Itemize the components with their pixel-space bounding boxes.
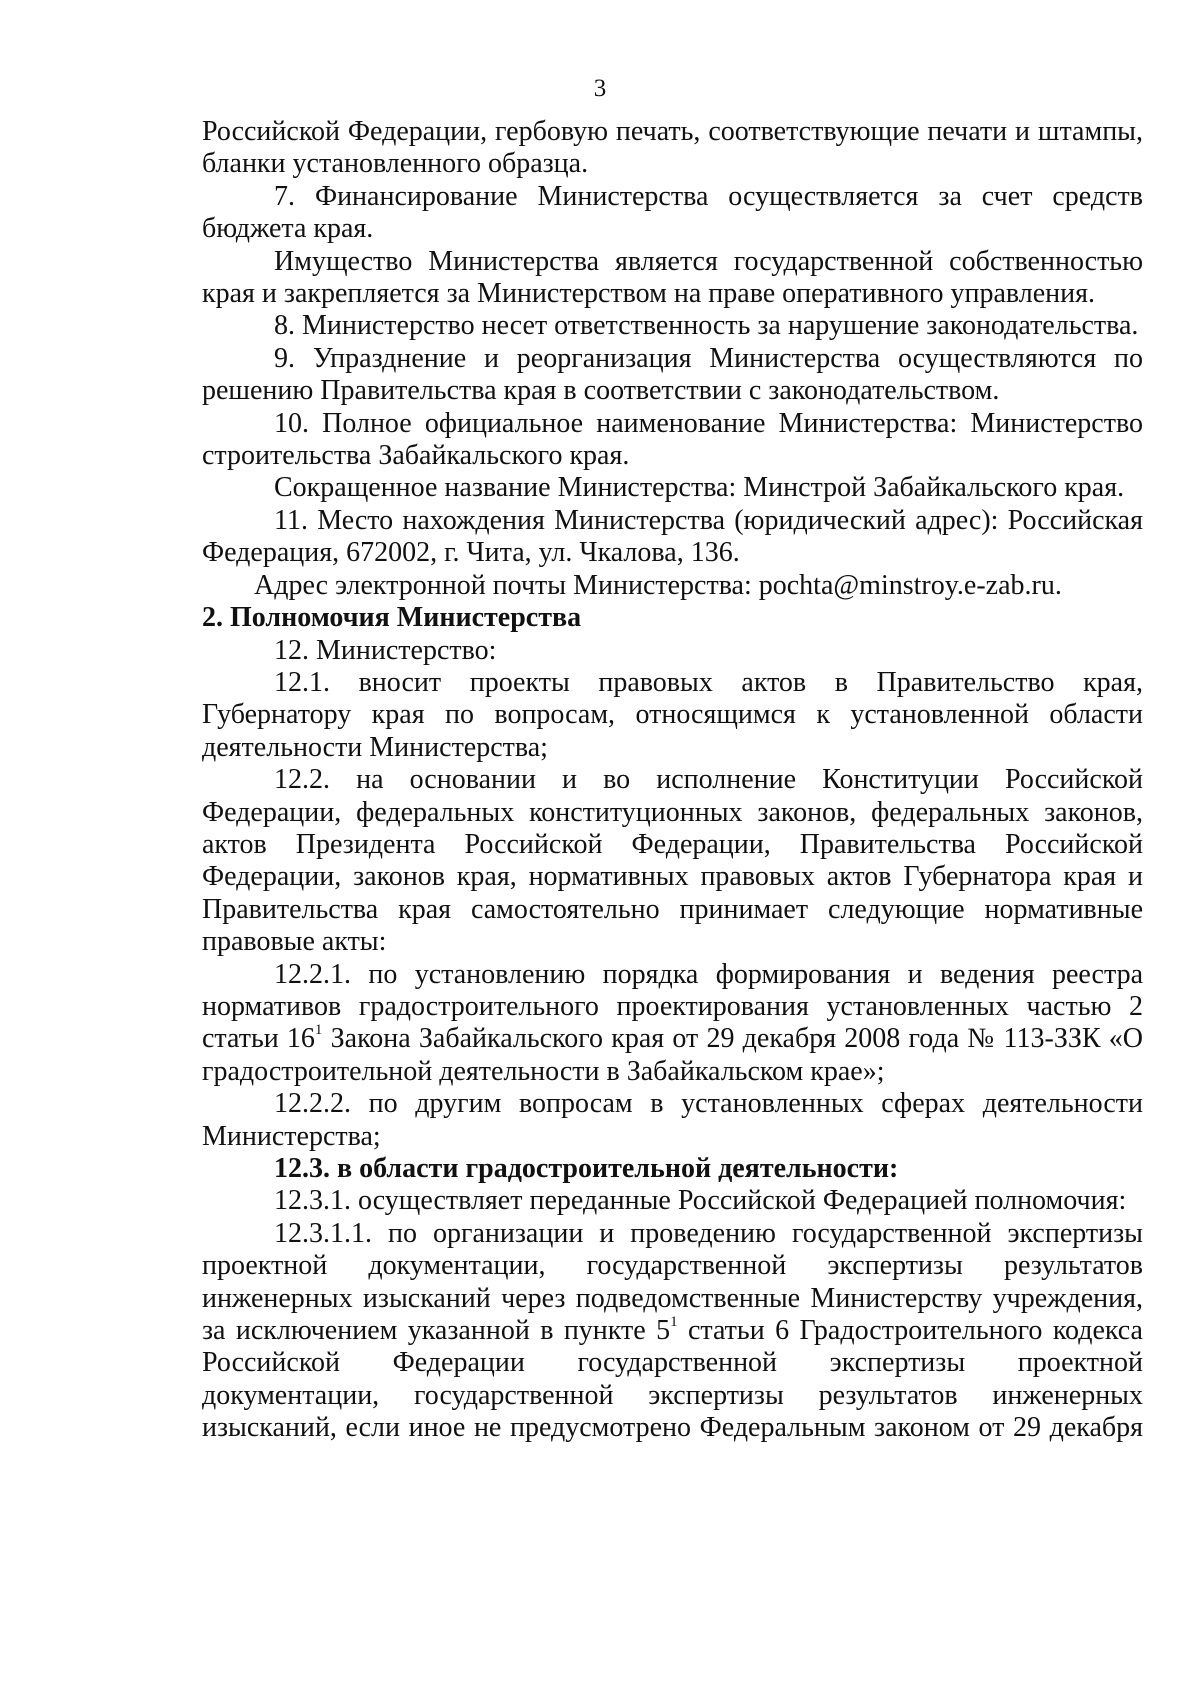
document-body — [202, 116, 1143, 1445]
paragraph-property: Имущество Министерства является государственной собственностью края и закрепляется за Министерством на праве оперативного управления. — [202, 245, 1143, 310]
paragraph-12: 12. Министерство: — [274, 634, 497, 666]
paragraph-12-2-1-text-b: Закона Забайкальского края от 29 декабря 2008 года № 113-ЗЗК «О градостроительной деятельности в Забайкальском крае»; — [202, 1023, 1143, 1087]
page-number: 3 — [593, 75, 607, 102]
paragraph-8: 8. Министерство несет ответственность за нарушение законодательства. — [274, 310, 1139, 342]
section-title: 2. Полномочия Министерства — [202, 602, 582, 634]
paragraph-12-2-1-text-a: 12.2.1. по установлению порядка формирования и ведения реестра нормативов градостроительного проектирования установленных частью 2 статьи 16 — [202, 958, 1143, 1055]
superscript-2: 1 — [670, 1313, 678, 1330]
paragraph-12-1: 12.1. вносит проекты правовых актов в Правительство края, Губернатору края по вопросам, относящимся к установленной области деятельности Министерства; — [202, 666, 1143, 763]
paragraph-12-2-2: 12.2.2. по другим вопросам в установленных сферах деятельности Министерства; — [202, 1088, 1143, 1152]
paragraph-continuation: Российской Федерации, гербовую печать, соответствующие печати и штампы, бланки установленного образца. — [202, 116, 1143, 180]
paragraph-12-3-1-1 — [202, 1218, 1143, 1445]
paragraph-12-3-1-1-text-a: 12.3.1.1. по организации и проведению государственной экспертизы проектной документации, государственной экспертизы результатов инженерных изысканий через подведомственные Министерству учреждения, за исключением указанной в пункте 5 — [202, 1217, 1143, 1347]
paragraph-12-3-heading: 12.3. в области градостроительной деятельности: — [274, 1153, 899, 1184]
paragraph-7: 7. Финансирование Министерства осуществляется за счет средств бюджета края. — [202, 180, 1143, 245]
paragraph-email: Адрес электронной почты Министерства: pochta@minstroy.e-zab.ru. — [254, 569, 1062, 601]
paragraph-12-3-1: 12.3.1. осуществляет переданные Российской Федерацией полномочия: — [274, 1185, 1127, 1217]
paragraph-12-2: 12.2. на основании и во исполнение Конституции Российской Федерации, федеральных конституционных законов, федеральных законов, актов Президента Российской Федерации, Правительства Российской Федерации, законов края, нормативных правовых актов Губернатора края и Правительства края самостоятельно принимает следующие нормативные правовые акты: — [202, 764, 1143, 958]
paragraph-10: 10. Полное официальное наименование Министерства: Министерство строительства Забайкальского края. — [202, 407, 1143, 472]
paragraph-9: 9. Упразднение и реорганизация Министерства осуществляются по решению Правительства края в соответствии с законодательством. — [202, 342, 1143, 407]
paragraph-12-2-1 — [202, 959, 1143, 1089]
superscript-1: 1 — [314, 1022, 323, 1039]
paragraph-short-name: Сокращенное название Министерства: Минстрой Забайкальского края. — [274, 472, 1125, 504]
paragraph-11: 11. Место нахождения Министерства (юридический адрес): Российская Федерация, 672002, г. Чита, ул. Чкалова, 136. — [202, 504, 1143, 569]
paragraph-12-3-1-1-text-b: статьи 6 Градостроительного кодекса Российской Федерации государственной экспертизы проектной документации, государственной экспертизы результатов инженерных изысканий, если иное не предусмотрено Федеральным законом от 29 декабря — [202, 1315, 1143, 1444]
